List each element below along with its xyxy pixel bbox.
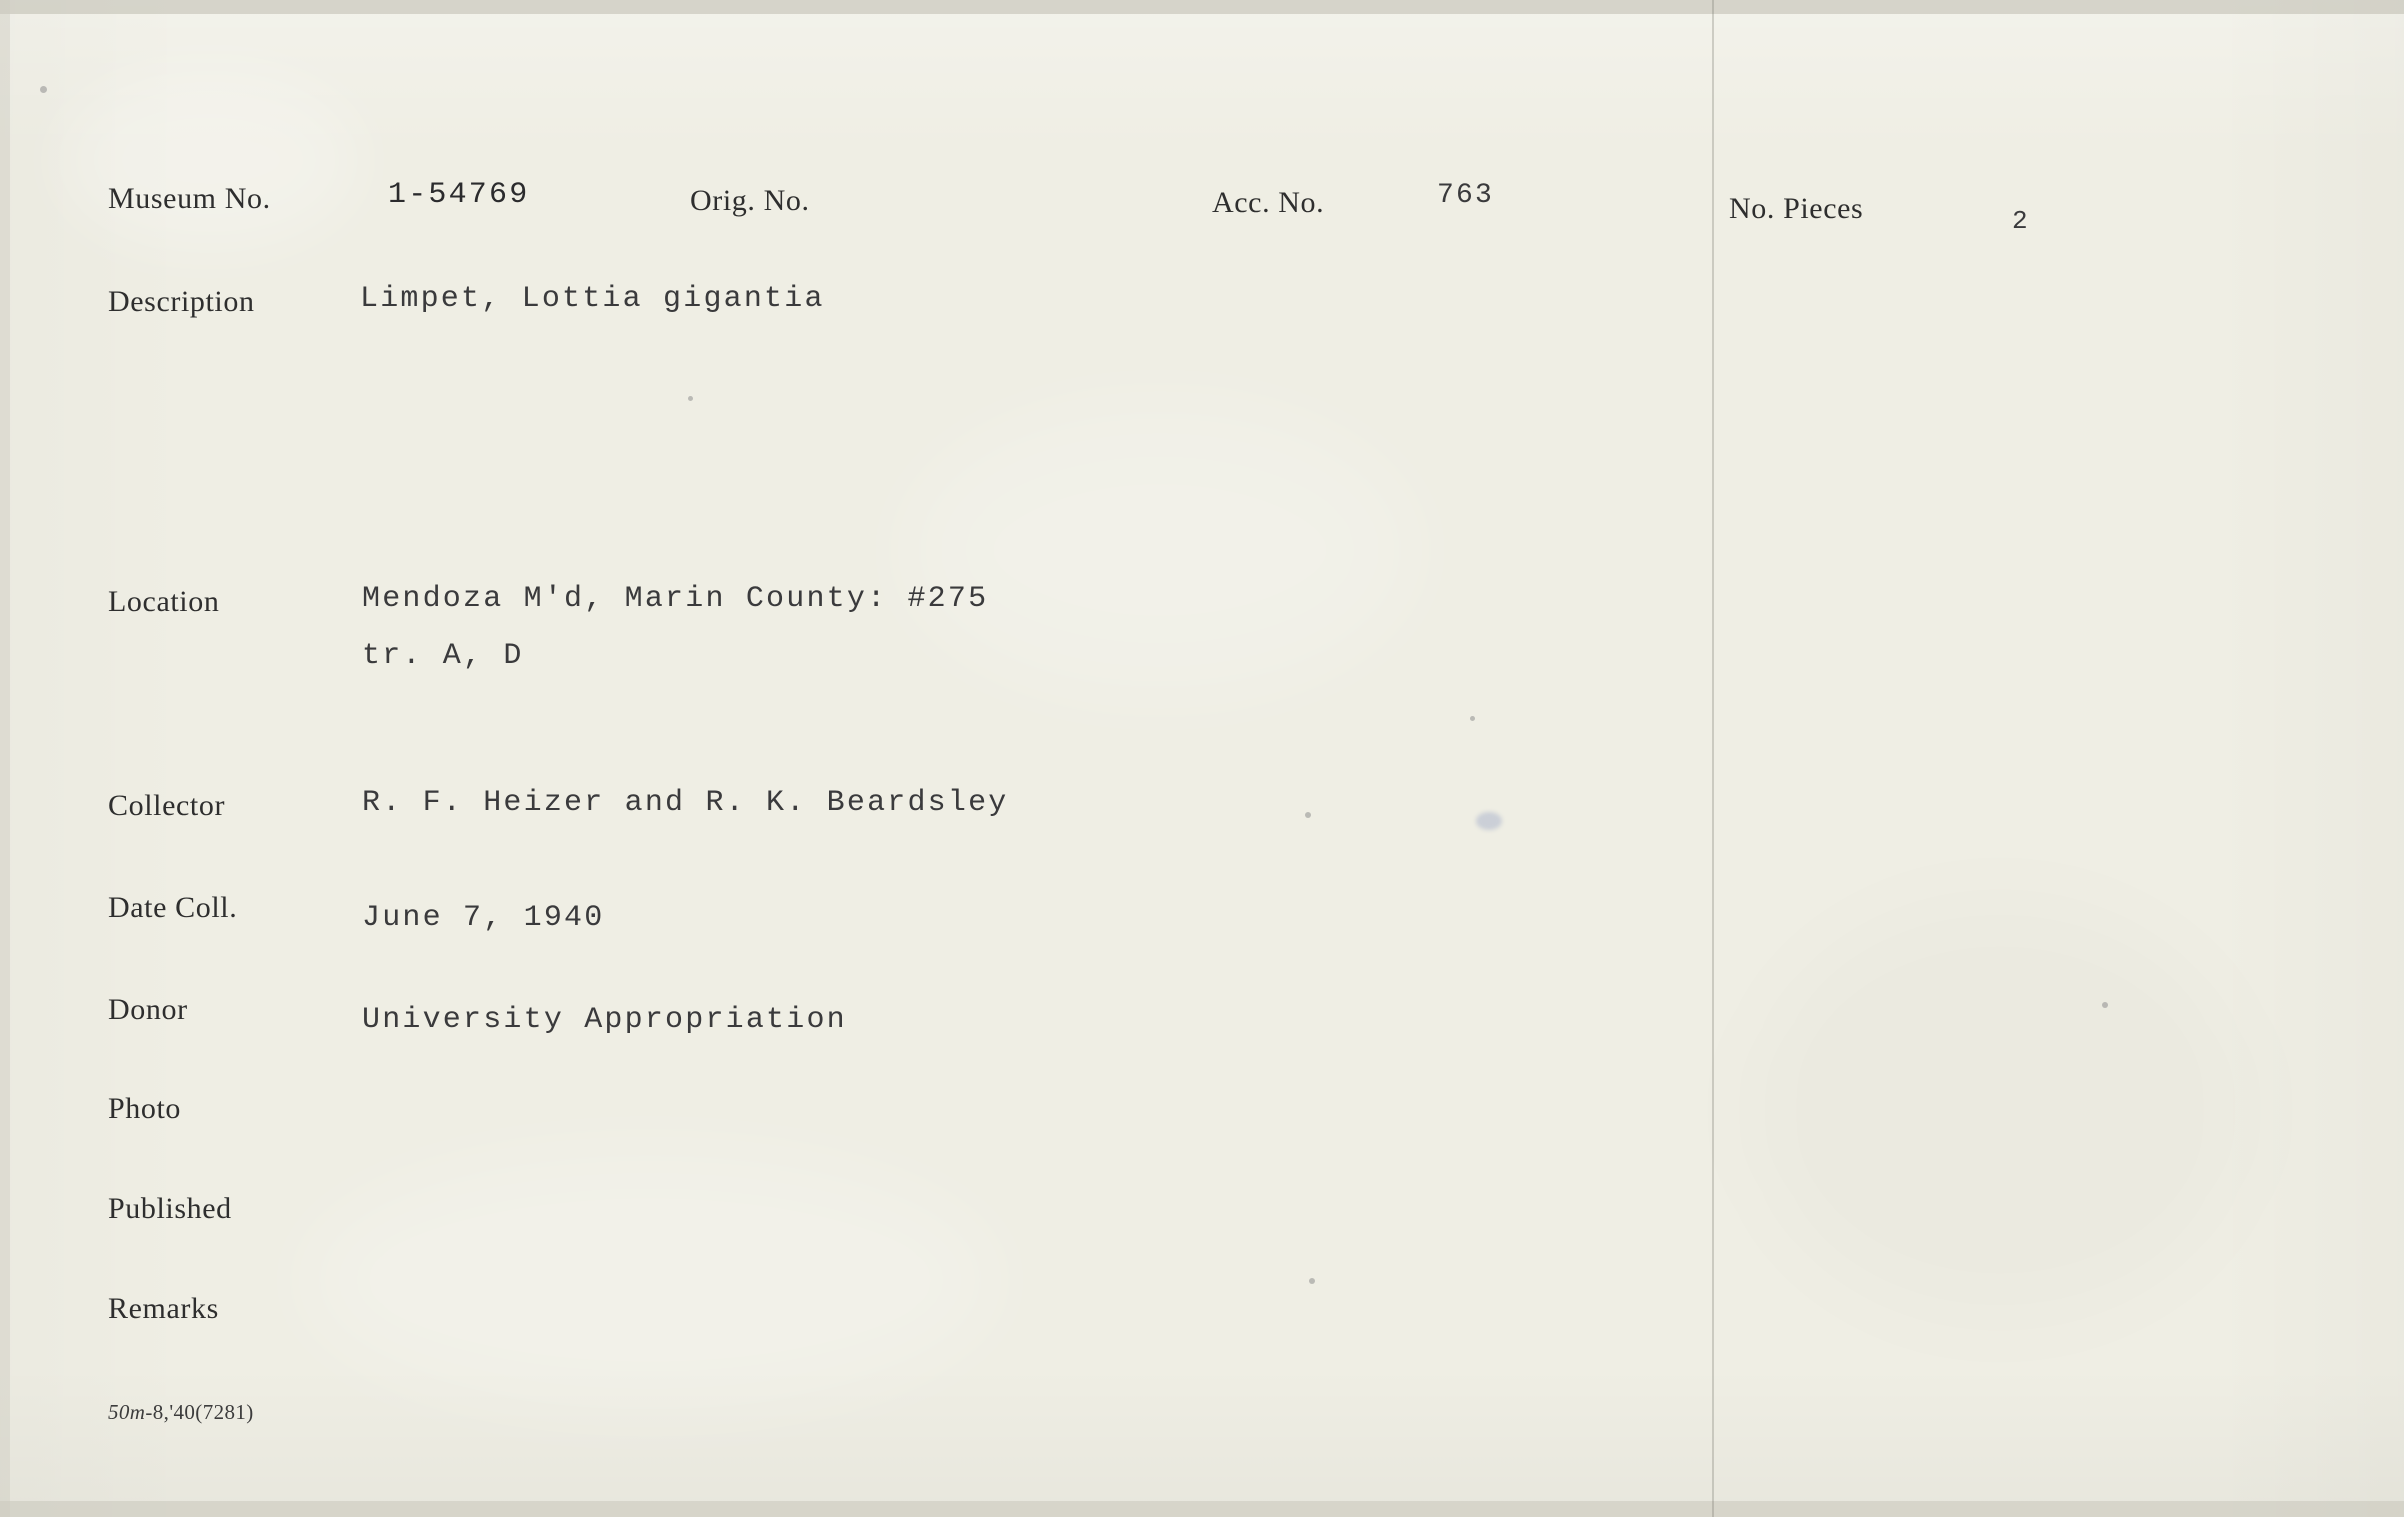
value-donor: University Appropriation — [362, 1003, 847, 1037]
value-location-line1: Mendoza M'd, Marin County: #275 — [362, 582, 989, 616]
paper-blotch — [60, 70, 360, 250]
ink-speck — [1305, 812, 1311, 818]
value-no-pieces: 2 — [2012, 206, 2030, 236]
label-remarks: Remarks — [108, 1292, 219, 1325]
blue-smudge — [1476, 812, 1502, 830]
label-donor: Donor — [108, 993, 188, 1026]
label-museum-no: Museum No. — [108, 182, 271, 215]
value-location-line2: tr. A, D — [362, 639, 524, 673]
label-date-coll: Date Coll. — [108, 891, 238, 924]
print-code-rest: -8,'40(7281) — [145, 1400, 254, 1424]
label-collector: Collector — [108, 789, 226, 822]
card-bottom-edge — [0, 1501, 2404, 1517]
print-code-italic: 50m — [108, 1400, 146, 1424]
card-top-edge — [0, 0, 2404, 14]
ink-speck — [1470, 716, 1475, 721]
label-description: Description — [108, 285, 255, 318]
label-orig-no: Orig. No. — [690, 184, 810, 217]
value-description: Limpet, Lottia gigantia — [360, 282, 825, 316]
ink-speck — [1309, 1278, 1315, 1284]
label-acc-no: Acc. No. — [1212, 186, 1325, 219]
label-published: Published — [108, 1192, 232, 1225]
paper-blotch — [1750, 900, 2250, 1320]
ink-speck — [2102, 1002, 2108, 1008]
value-date-coll: June 7, 1940 — [362, 901, 605, 935]
card-left-edge — [0, 0, 10, 1517]
print-code — [108, 1400, 254, 1425]
value-collector: R. F. Heizer and R. K. Beardsley — [362, 786, 1009, 820]
value-acc-no: 763 — [1437, 180, 1495, 211]
label-no-pieces: No. Pieces — [1729, 192, 1864, 225]
paper-blotch — [900, 400, 1420, 700]
value-museum-no: 1-54769 — [388, 178, 530, 212]
label-location: Location — [108, 585, 220, 618]
vertical-rule — [1712, 0, 1714, 1517]
paper-blotch — [300, 1150, 1000, 1410]
label-photo: Photo — [108, 1092, 182, 1125]
ink-speck — [40, 86, 47, 93]
ink-speck — [688, 396, 693, 401]
